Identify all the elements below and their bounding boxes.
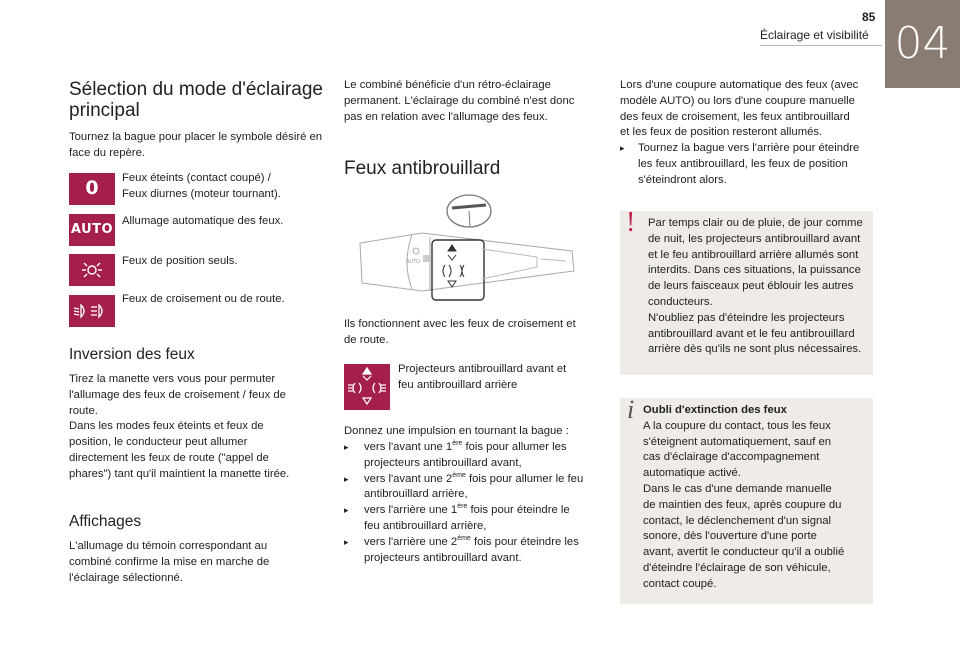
beam-glyph [72,301,112,321]
info-line: s'éteignent automatiquement, sauf en [643,435,832,448]
bullet-arrow-icon: ▸ [344,505,349,516]
antifog-heading: Feux antibrouillard [344,158,501,179]
auto-off-line: modèle AUTO) ou lors d'une coupure manuelle [620,94,855,107]
light-stalk-illustration [352,193,582,311]
page-title: Sélection du mode d'éclairage principal [69,79,323,121]
warning-text [648,216,873,358]
turn-step-line: s'éteindront alors. [638,173,727,186]
section-title: Éclairage et visibilité [760,28,869,42]
auto-off-text [620,78,885,141]
affichages-line: combiné confirme la mise en marche de [69,555,270,568]
info-line: de maintien des feux, après coupure du [643,498,842,511]
info-line: contact coupé. [643,577,717,590]
info-title: Oubli d'extinction des feux [643,404,787,416]
info-icon: i [627,395,635,424]
mode-text-beam: Feux de croisement ou de route. [122,293,285,305]
fog-icon-text-line: feu antibrouillard arrière [398,378,518,391]
info-text [643,403,871,593]
works-with-text [344,317,604,349]
auto-symbol: AUTO [70,222,114,238]
impulse-step: ▸ vers l'arrière une 2ème fois pour éteindre les projecteurs antibrouillard avant. [344,535,579,564]
mode-text-off-line2: Feux diurnes (moteur tournant). [122,188,281,200]
stalk-auto-label: AUTO [406,259,421,265]
fog-icon-text-line: Projecteurs antibrouillard avant et [398,363,567,375]
warning-line: de nuit, les projecteurs antibrouillard avant [648,232,861,245]
impulse-steps [344,440,609,566]
inversion-text [69,372,334,483]
impulse-intro: Donnez une impulsion en tournant la bague : [344,425,569,437]
auto-off-line: Lors d'une coupure automatique des feux (avec [620,79,859,91]
warning-line: antibrouillard avant et le feu antibrouillard [648,327,855,340]
page-number: 85 [862,10,876,24]
combine-line: Le combiné bénéficie d'un rétro-éclairage [344,79,551,91]
warning-line: interdits. Dans ces situations, la puissance [648,264,861,277]
affichages-line: l'éclairage sélectionné. [69,571,183,584]
zero-symbol: 0 [85,177,99,200]
impulse-step: ▸ vers l'arrière une 1ère fois pour éteindre le feu antibrouillard arrière, [344,503,570,532]
impulse-step: ▸ vers l'avant une 1ère fois pour allumer les projecteurs antibrouillard avant, [344,440,567,469]
works-with-line: de route. [344,333,389,346]
turn-step-line: les feux antibrouillard, les feux de position [638,157,848,170]
info-box [620,395,873,604]
intro-text: Tournez la bague pour placer le symbole désiré en face du repère. [69,131,323,159]
info-line: Dans le cas d'une demande manuelle [643,482,832,495]
inversion-line: position, le conducteur peut allumer [69,436,248,449]
warning-line: N'oubliez pas d'éteindre les projecteurs [648,311,845,324]
auto-off-line: et les feux de position resteront allumés. [620,126,823,139]
warning-line: arrière dès qu'ils ne sont plus nécessaires. [648,343,862,356]
info-line: contact, le déclenchement d'un signal [643,514,832,527]
auto-off-line: des feux de croisement, les feux antibrouillard [620,110,850,123]
warning-line: et le feu antibrouillard arrière allumés sont [648,248,859,261]
info-line: avant, avertit le conducteur qu'il a oublié [643,546,845,559]
dipped-main-beam-icon [69,295,115,327]
chapter-tab: 04 [885,0,960,88]
turn-step [620,141,885,188]
bullet-arrow-icon: ▸ [344,442,349,452]
info-line: automatique activé. [643,467,741,480]
fog-glyph [344,364,390,410]
warning-icon: ! [626,207,636,238]
position-lights-icon [69,254,115,286]
warning-line: de leurs faisceaux peut éblouir les autres [648,280,854,293]
bullet-arrow-icon: ▸ [344,536,349,547]
auto-icon [69,214,115,246]
inversion-line: l'allumage des feux de croisement / feux de [69,388,286,401]
info-line: A la coupure du contact, tous les feux [643,419,831,432]
turn-step-line: Tournez la bague vers l'arrière pour éteindre [638,142,860,154]
warning-line: Par temps clair ou de pluie, de jour comme [648,217,863,229]
affichages-text [69,539,334,586]
affichages-line: L'allumage du témoin correspondant au [69,540,268,552]
combine-line: pas en relation avec l'allumage des feux. [344,110,548,123]
inversion-line: phares") tant qu'il maintient la manette tirée. [69,467,290,480]
combine-text [344,78,599,125]
warning-line: conducteurs. [648,295,713,308]
fog-lights-icon [344,364,390,410]
mode-text-off [122,170,332,202]
works-with-line: Ils fonctionnent avec les feux de croisement et [344,318,576,330]
inversion-line: Dans les modes feux éteints et feux de [69,420,264,433]
inversion-line: directement les feux de route ("appel de [69,451,269,464]
affichages-heading: Affichages [69,513,142,530]
info-line: cas d'éclairage d'accompagnement [643,451,820,464]
mode-text-position: Feux de position seuls. [122,255,238,267]
bullet-arrow-icon: ▸ [344,473,349,484]
bullet-arrow-icon: ▸ [620,143,625,153]
section-underline [760,45,882,46]
mode-text-off-line1: Feux éteints (contact coupé) / [122,172,271,184]
mode-text-auto: Allumage automatique des feux. [122,215,284,227]
warning-box [620,207,873,375]
inversion-line: route. [69,404,98,417]
position-lights-glyph [78,260,106,280]
combine-line: permanent. L'éclairage du combiné n'est donc [344,94,575,107]
inversion-heading: Inversion des feux [69,346,195,363]
fog-icon-text [398,362,598,394]
info-line: d'éteindre l'éclairage de son véhicule, [643,561,831,574]
inversion-line: Tirez la manette vers vous pour permuter [69,373,276,385]
zero-icon [69,173,115,205]
impulse-step: ▸ vers l'avant une 2ème fois pour allumer le feu antibrouillard arrière, [344,471,584,501]
info-line: sonore, dès l'ouverture d'une porte [643,530,817,543]
